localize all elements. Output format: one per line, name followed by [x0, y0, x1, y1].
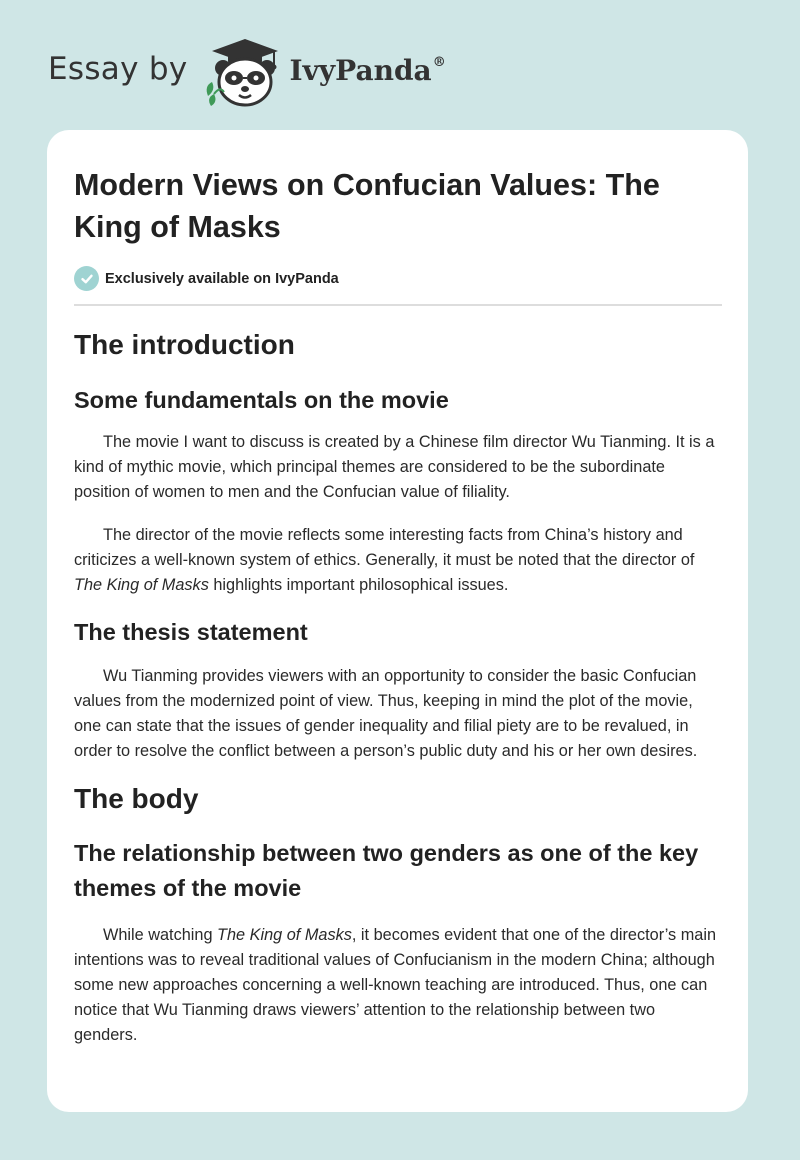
brand-name [290, 54, 446, 87]
ivypanda-logo-link[interactable] [202, 34, 446, 110]
registered-mark: ® [432, 54, 446, 70]
checkmark-icon [74, 266, 99, 291]
section-heading-introduction: The introduction [74, 329, 295, 360]
essay-by-label: Essay by [48, 51, 188, 87]
exclusive-badge [74, 266, 722, 291]
section-heading-body: The body [74, 783, 199, 814]
site-header [48, 34, 446, 110]
exclusive-badge-label: Exclusively available on IvyPanda [105, 270, 339, 287]
paragraph: Wu Tianming provides viewers with an opportunity to consider the basic Confucian values from the modernized point of view. Thus, keeping in mind the plot of the movie, one can state that the issues of gender inequality and filial piety are to be revalued, in order to resolve the conflict between a person’s public duty and his or her own desires. [74, 667, 698, 760]
paragraph: The movie I want to discuss is created by a Chinese film director Wu Tianming. It is a kind of mythic movie, which principal themes are considered to be the subordinate position of women to men and the Confucian value of filiality. [74, 433, 715, 501]
subheading-thesis: The thesis statement [74, 619, 308, 645]
panda-logo-icon [202, 34, 288, 110]
subheading-relationship: The relationship between two genders as one of the key themes of the movie [74, 840, 699, 901]
essay-card [47, 130, 748, 1112]
subheading-fundamentals: Some fundamentals on the movie [74, 387, 449, 413]
movie-title-italic: The King of Masks [217, 926, 352, 944]
paragraph [74, 523, 722, 598]
paragraph-text: While watching [103, 926, 218, 944]
brand-text: IvyPanda [289, 53, 432, 87]
paragraph [74, 923, 722, 1048]
paragraph-text: The director of the movie reflects some interesting facts from China’s history and criticizes a well-known system of ethics. Generally, it must be noted that the director of [74, 526, 695, 569]
essay-title: Modern Views on Confucian Values: The King of Masks [74, 168, 660, 244]
paragraph-text: highlights important philosophical issues. [208, 576, 509, 594]
paragraph-text: , it becomes evident that one of the director’s main intentions was to reveal traditional values of Confucianism in the modern China; although some new approaches concerning a well-known teaching are introduced. Thus, one can notice that Wu Tianming draws viewers’ attention to the relationship between two genders. [74, 926, 716, 1044]
divider [74, 304, 722, 306]
movie-title-italic: The King of Masks [74, 576, 209, 594]
